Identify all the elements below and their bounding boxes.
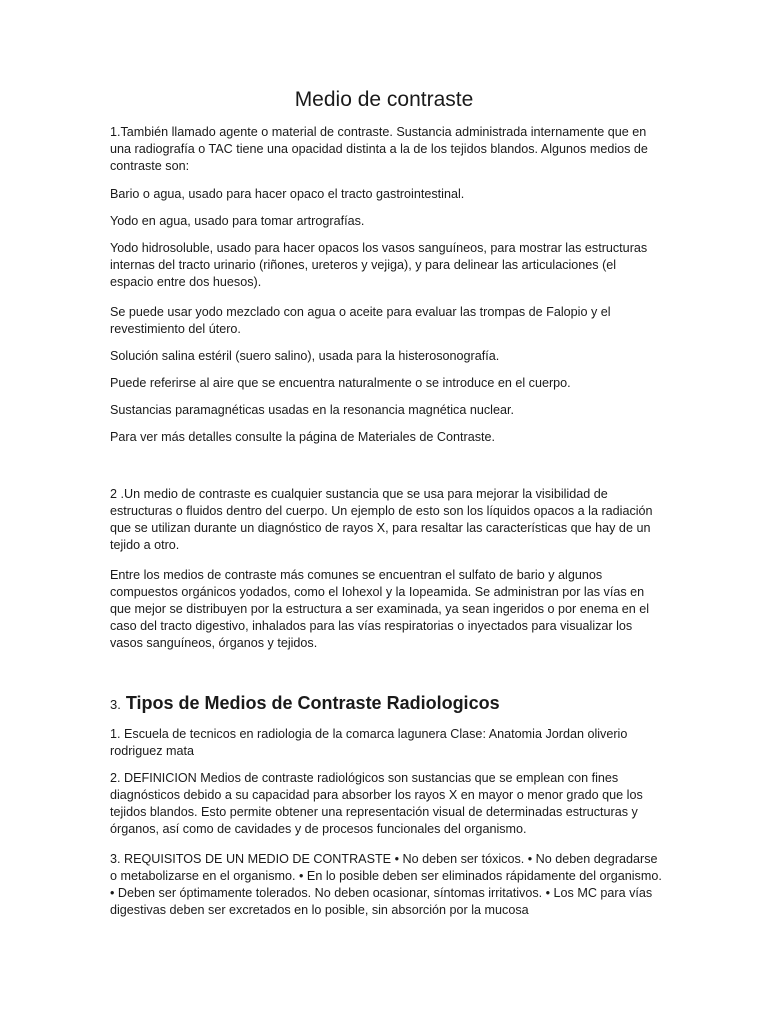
section1-item: Puede referirse al aire que se encuentra naturalmente o se introduce en el cuerpo. <box>110 376 571 390</box>
section3-number: 3. <box>110 697 121 712</box>
section1-intro: 1.También llamado agente o material de contraste. Sustancia administrada internamente que en una radiografía o TAC tiene una opacidad distinta a la de los tejidos blandos. Algunos medios de contraste son: <box>110 125 648 173</box>
section2-paragraph: 2 .Un medio de contraste es cualquier sustancia que se usa para mejorar la visibilidad de estructuras o fluidos dentro del cuerpo. Un ejemplo de esto son los líquidos opacos a la radiación que se utilizan durante un diagnóstico de rayos X, para resaltar las características que hay de un tejido a otro. <box>110 487 653 552</box>
section3-heading-text: Tipos de Medios de Contraste Radiologicos <box>125 693 500 713</box>
page-title: Medio de contraste <box>294 88 474 111</box>
section3-paragraph: 2. DEFINICION Medios de contraste radiológicos son sustancias que se emplean con fines diagnósticos debido a su capacidad para absorber los rayos X en mayor o menor grado que los tejidos blandos. Esto permite obtener una representación visual de determinadas estructuras y órganos, así como de cavidades y de procesos funcionales del organismo. <box>110 771 643 836</box>
section1-item: Para ver más detalles consulte la página de Materiales de Contraste. <box>110 430 496 444</box>
section1-item: Solución salina estéril (suero salino), usada para la histerosonografía. <box>110 349 500 363</box>
section3-paragraph: 1. Escuela de tecnicos en radiologia de la comarca lagunera Clase: Anatomia Jordan oliverio rodriguez mata <box>110 727 628 758</box>
section1-item: Se puede usar yodo mezclado con agua o aceite para evaluar las trompas de Falopio y el revestimiento del útero. <box>110 305 611 336</box>
section2-paragraph: Entre los medios de contraste más comunes se encuentran el sulfato de bario y algunos compuestos orgánicos yodados, como el Iohexol y la Iopeamida. Se administran por las vías en que mejor se distribuyen por la estructura a ser examinada, ya sean ingeridos o por enema en el caso del tracto digestivo, inhalados para las vías respiratorias o inyectados para visualizar los vasos sanguíneos, órganos y tejidos. <box>110 568 650 650</box>
section3-heading <box>110 690 670 718</box>
section1-item: Bario o agua, usado para hacer opaco el tracto gastrointestinal. <box>110 187 465 201</box>
section1-item: Sustancias paramagnéticas usadas en la resonancia magnética nuclear. <box>110 403 514 417</box>
section1-item: Yodo en agua, usado para tomar artrografías. <box>110 214 365 228</box>
section3-paragraph: 3. REQUISITOS DE UN MEDIO DE CONTRASTE • No deben ser tóxicos. • No deben degradarse o metabolizarse en el organismo. • En lo posible deben ser eliminados rápidamente del organismo. • Deben ser óptimamente tolerados. No deben ocasionar, síntomas irritativos. • Los MC para vías digestivas deben ser excretados en lo posible, sin absorción por la mucosa <box>110 852 662 917</box>
section1-item: Yodo hidrosoluble, usado para hacer opacos los vasos sanguíneos, para mostrar las estructuras internas del tracto urinario (riñones, ureteros y vejiga), y para delinear las articulaciones (el espacio entre dos huesos). <box>110 241 648 289</box>
